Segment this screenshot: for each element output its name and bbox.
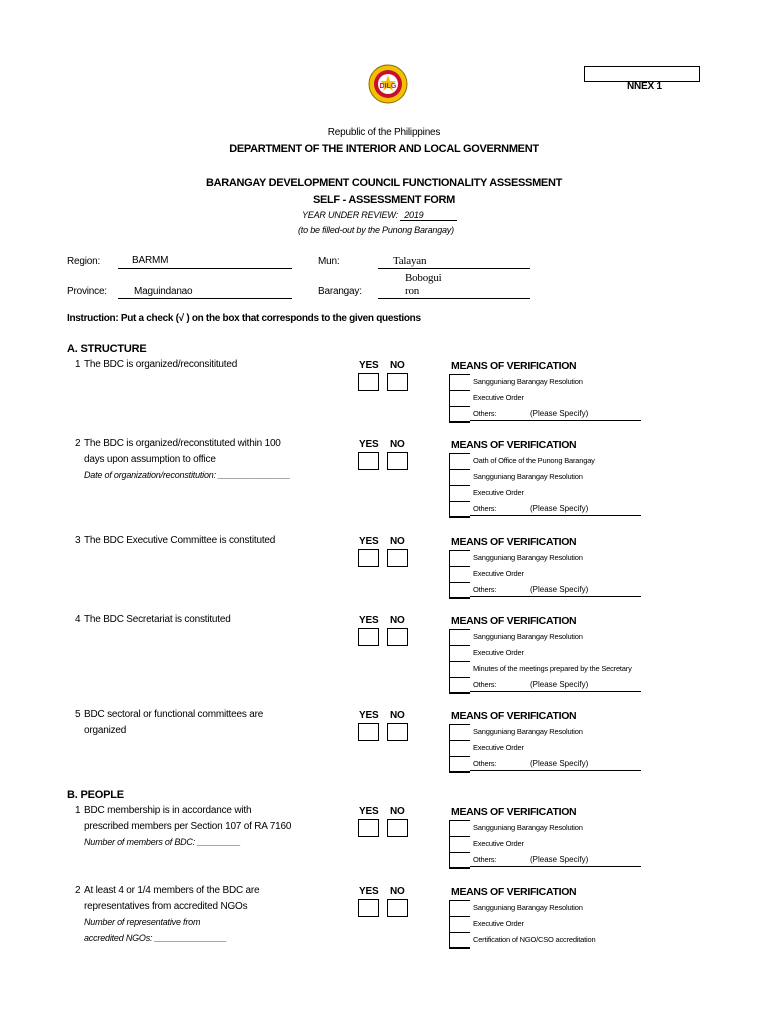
region-value[interactable]: BARMM (132, 255, 169, 266)
no-checkbox[interactable] (387, 899, 408, 917)
yes-label: YES (359, 439, 379, 450)
no-checkbox[interactable] (387, 723, 408, 741)
question-number: 1 (75, 359, 81, 370)
mov-option-label: Sangguniang Barangay Resolution (473, 903, 583, 912)
mov-checkbox[interactable] (449, 836, 470, 853)
barangay-underline (378, 298, 530, 299)
others-underline (470, 420, 641, 421)
mov-option-label: Oath of Office of the Punong Barangay (473, 456, 595, 465)
mov-checkbox[interactable] (449, 629, 470, 646)
mov-checkbox[interactable] (449, 453, 470, 470)
barangay-label: Barangay: (318, 286, 362, 297)
mov-option-label: Executive Order (473, 743, 524, 752)
question-text: organized (84, 725, 127, 736)
mov-checkbox[interactable] (449, 900, 470, 917)
region-label: Region: (67, 256, 101, 267)
yes-checkbox[interactable] (358, 373, 379, 391)
province-label: Province: (67, 286, 107, 297)
no-label: NO (390, 615, 405, 626)
mov-bottom-line (449, 421, 470, 422)
question-text: The BDC is organized/reconstituted within 100 (84, 438, 281, 449)
mov-checkbox[interactable] (449, 724, 470, 741)
no-label: NO (390, 439, 405, 450)
no-label: NO (390, 886, 405, 897)
mov-option-label: Sangguniang Barangay Resolution (473, 632, 583, 641)
mov-checkbox[interactable] (449, 550, 470, 567)
question-text: prescribed members per Section 107 of RA 7160 (84, 821, 292, 832)
mun-value[interactable]: Talayan (393, 255, 427, 267)
no-label: NO (390, 710, 405, 721)
mov-heading: MEANS OF VERIFICATION (451, 439, 577, 451)
mov-checkbox[interactable] (449, 916, 470, 933)
question-text: BDC membership is in accordance with (84, 805, 252, 816)
mov-bottom-line (449, 597, 470, 598)
mov-heading: MEANS OF VERIFICATION (451, 360, 577, 372)
others-underline (470, 770, 641, 771)
question-text: The BDC is organized/reconsitituted (84, 359, 238, 370)
mov-heading: MEANS OF VERIFICATION (451, 806, 577, 818)
mov-checkbox[interactable] (449, 566, 470, 583)
question-text: At least 4 or 1/4 members of the BDC are (84, 885, 260, 896)
dilg-logo-text: DILG (379, 83, 397, 90)
mov-option-label: Others: (473, 855, 497, 864)
mov-heading: MEANS OF VERIFICATION (451, 536, 577, 548)
mov-option-label: Others: (473, 585, 497, 594)
question-number: 2 (75, 438, 81, 449)
republic-text: Republic of the Philippines (327, 127, 441, 138)
no-label: NO (390, 360, 405, 371)
mov-bottom-line (449, 516, 470, 517)
please-specify-label: (Please Specify) (530, 680, 589, 689)
mov-option-label: Others: (473, 680, 497, 689)
instruction-text: Instruction: Put a check (√ ) on the box that corresponds to the given questions (67, 313, 421, 324)
form-subtitle: SELF - ASSESSMENT FORM (312, 194, 456, 206)
province-underline (118, 298, 292, 299)
please-specify-label: (Please Specify) (530, 409, 589, 418)
mov-option-label: Sangguniang Barangay Resolution (473, 727, 583, 736)
mov-checkbox[interactable] (449, 661, 470, 678)
question-text: BDC sectoral or functional committees are (84, 709, 264, 720)
mov-option-label: Minutes of the meetings prepared by the Secretary (473, 664, 632, 673)
mov-option-label: Sangguniang Barangay Resolution (473, 823, 583, 832)
yes-checkbox[interactable] (358, 899, 379, 917)
mov-checkbox[interactable] (449, 469, 470, 486)
year-prefix: YEAR UNDER REVIEW: (302, 210, 401, 220)
yes-label: YES (359, 710, 379, 721)
yes-checkbox[interactable] (358, 549, 379, 567)
department-title: DEPARTMENT OF THE INTERIOR AND LOCAL GOVERNMENT (229, 143, 539, 155)
mov-heading: MEANS OF VERIFICATION (451, 886, 577, 898)
mov-bottom-line (449, 947, 470, 948)
question-text: The BDC Executive Committee is constituted (84, 535, 276, 546)
please-specify-label: (Please Specify) (530, 504, 589, 513)
yes-label: YES (359, 536, 379, 547)
mov-option-label: Executive Order (473, 919, 524, 928)
yes-label: YES (359, 615, 379, 626)
dilg-seal-icon (368, 64, 408, 104)
others-underline (470, 596, 641, 597)
yes-checkbox[interactable] (358, 819, 379, 837)
question-text: The BDC Secretariat is constituted (84, 614, 231, 625)
mov-checkbox[interactable] (449, 485, 470, 502)
please-specify-label: (Please Specify) (530, 759, 589, 768)
question-number: 3 (75, 535, 81, 546)
mov-bottom-line (449, 867, 470, 868)
question-number: 2 (75, 885, 81, 896)
mov-heading: MEANS OF VERIFICATION (451, 615, 577, 627)
yes-label: YES (359, 886, 379, 897)
no-checkbox[interactable] (387, 373, 408, 391)
no-checkbox[interactable] (387, 628, 408, 646)
mun-underline (378, 268, 530, 269)
others-underline (470, 691, 641, 692)
region-underline (118, 268, 292, 269)
question-note: accredited NGOs: _______________ (84, 933, 227, 943)
province-value[interactable]: Maguindanao (134, 286, 193, 297)
mov-option-label: Executive Order (473, 648, 524, 657)
mov-checkbox[interactable] (449, 390, 470, 407)
mov-bottom-line (449, 771, 470, 772)
mov-checkbox[interactable] (449, 820, 470, 837)
mov-option-label: Executive Order (473, 569, 524, 578)
mov-option-label: Others: (473, 409, 497, 418)
mov-option-label: Sangguniang Barangay Resolution (473, 377, 583, 386)
mov-option-label: Executive Order (473, 488, 524, 497)
no-checkbox[interactable] (387, 549, 408, 567)
question-note: Date of organization/reconstitution: _______________ (84, 470, 291, 480)
year-value[interactable]: 2019 (400, 210, 457, 221)
mov-heading: MEANS OF VERIFICATION (451, 710, 577, 722)
yes-checkbox[interactable] (358, 628, 379, 646)
barangay-value-line-2[interactable]: ron (405, 285, 420, 297)
please-specify-label: (Please Specify) (530, 855, 589, 864)
mov-option-label: Sangguniang Barangay Resolution (473, 472, 583, 481)
annex-box (584, 66, 700, 82)
mov-bottom-line (449, 692, 470, 693)
question-number: 4 (75, 614, 81, 625)
others-underline (470, 515, 641, 516)
mov-checkbox[interactable] (449, 374, 470, 391)
form-title: BARANGAY DEVELOPMENT COUNCIL FUNCTIONALITY ASSESSMENT (205, 177, 563, 189)
form-note: (to be filled-out by the Punong Barangay) (298, 225, 454, 235)
mun-label: Mun: (318, 256, 340, 267)
barangay-value-line-1[interactable]: Bobogui (405, 272, 442, 284)
question-number: 1 (75, 805, 81, 816)
yes-checkbox[interactable] (358, 452, 379, 470)
year-under-review (302, 211, 457, 220)
question-text: days upon assumption to office (84, 454, 216, 465)
no-checkbox[interactable] (387, 819, 408, 837)
section-a-heading: A. STRUCTURE (67, 343, 147, 355)
question-note: Number of members of BDC: _________ (84, 837, 241, 847)
mov-option-label: Certification of NGO/CSO accreditation (473, 935, 596, 944)
mov-option-label: Executive Order (473, 839, 524, 848)
yes-checkbox[interactable] (358, 723, 379, 741)
no-checkbox[interactable] (387, 452, 408, 470)
question-text: representatives from accredited NGOs (84, 901, 248, 912)
mov-option-label: Executive Order (473, 393, 524, 402)
mov-option-label: Sangguniang Barangay Resolution (473, 553, 583, 562)
please-specify-label: (Please Specify) (530, 585, 589, 594)
no-label: NO (390, 806, 405, 817)
mov-checkbox[interactable] (449, 645, 470, 662)
mov-option-label: Others: (473, 504, 497, 513)
yes-label: YES (359, 360, 379, 371)
question-note: Number of representative from (84, 917, 201, 927)
others-underline (470, 866, 641, 867)
mov-option-label: Others: (473, 759, 497, 768)
no-label: NO (390, 536, 405, 547)
mov-checkbox[interactable] (449, 740, 470, 757)
section-b-heading: B. PEOPLE (67, 789, 124, 801)
yes-label: YES (359, 806, 379, 817)
annex-label: NNEX 1 (627, 81, 662, 92)
question-number: 5 (75, 709, 81, 720)
